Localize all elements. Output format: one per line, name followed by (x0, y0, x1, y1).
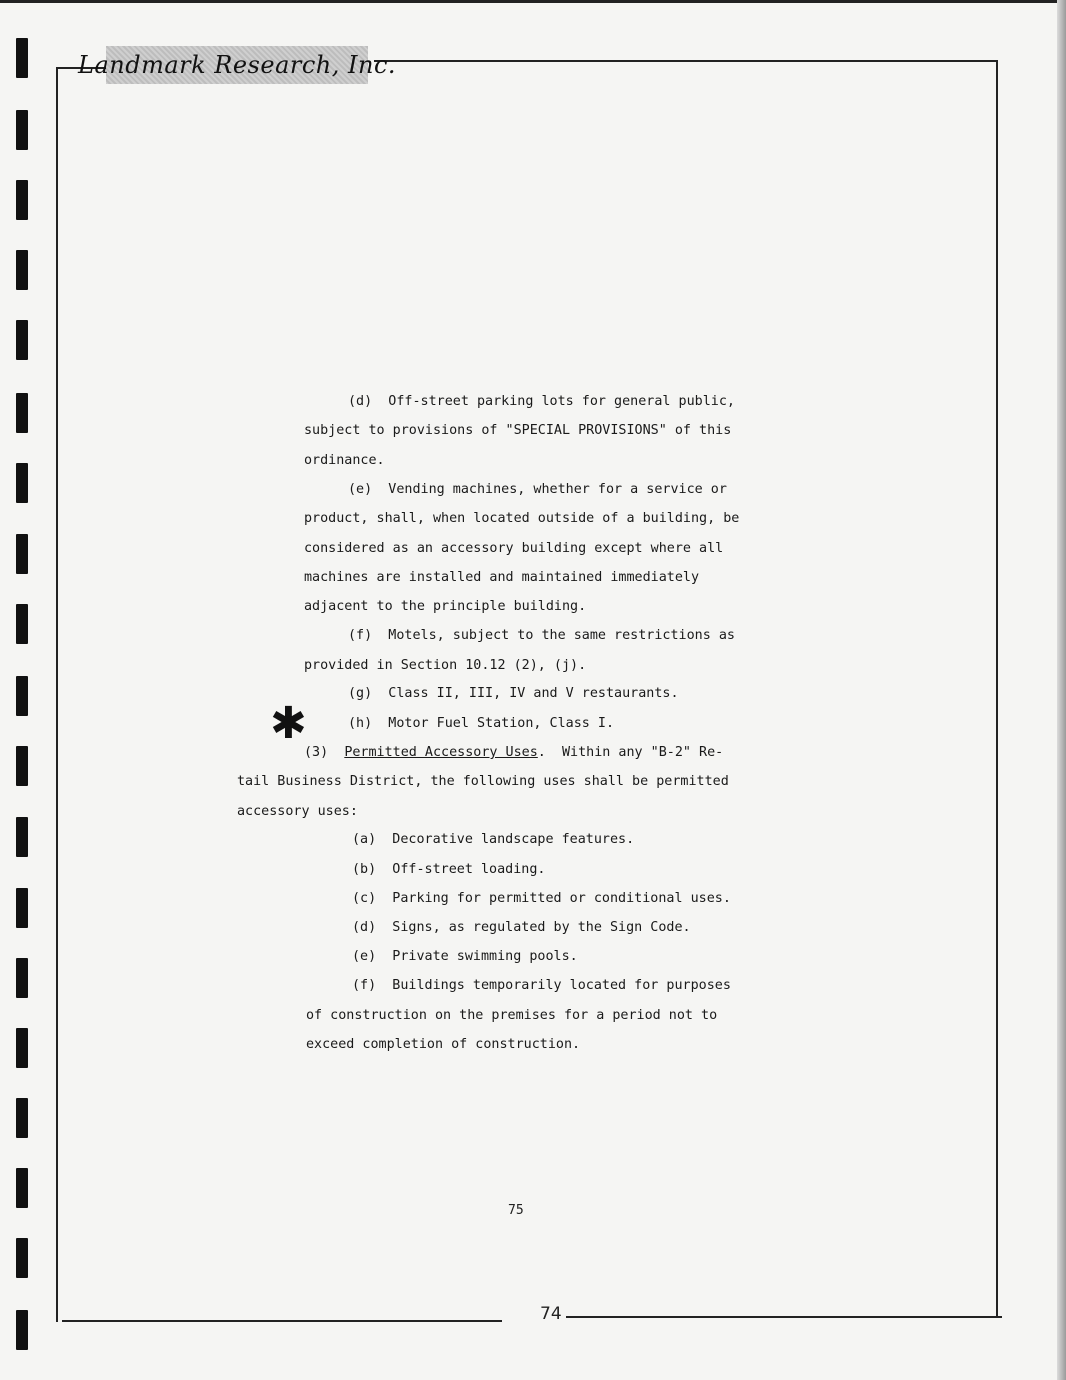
text-line: adjacent to the principle building. (304, 599, 587, 614)
section-number: (3) (304, 745, 345, 760)
text-line: considered as an accessory building except where all (304, 541, 724, 556)
frame-border-bottom-left (62, 1320, 502, 1322)
logo-text: Landmark Research, Inc. (78, 51, 397, 79)
letterhead-logo (78, 46, 397, 84)
text-line: of construction on the premises for a period not to (306, 1008, 718, 1023)
binder-mark (16, 1310, 28, 1350)
text-line: (h) Motor Fuel Station, Class I. (348, 716, 615, 731)
text-line: (f) Motels, subject to the same restrictions as (348, 628, 735, 643)
binder-mark (16, 38, 28, 78)
outer-page-number: 74 (540, 1304, 562, 1324)
binder-mark (16, 1028, 28, 1068)
text-line: tail Business District, the following uses shall be permitted (237, 774, 729, 789)
binder-mark (16, 1098, 28, 1138)
binder-mark (16, 746, 28, 786)
text-line: (e) Private swimming pools. (352, 949, 578, 964)
right-edge-shadow (1057, 0, 1066, 1380)
frame-border-top-right (374, 60, 998, 62)
frame-border-left (56, 67, 58, 1322)
binder-mark (16, 958, 28, 998)
top-edge (0, 0, 1066, 3)
text-line: product, shall, when located outside of a building, be (304, 511, 740, 526)
text-line: (f) Buildings temporarily located for purposes (352, 978, 731, 993)
text-line: (b) Off-street loading. (352, 862, 546, 877)
text-line: (d) Off-street parking lots for general public, (348, 394, 735, 409)
asterisk-mark: ✱ (270, 698, 307, 749)
binder-mark (16, 180, 28, 220)
binder-mark (16, 817, 28, 857)
binder-mark (16, 1238, 28, 1278)
text-line: (g) Class II, III, IV and V restaurants. (348, 686, 679, 701)
section-heading: Permitted Accessory Uses (344, 745, 538, 760)
text-line: (a) Decorative landscape features. (352, 832, 635, 847)
binder-mark (16, 250, 28, 290)
binder-mark (16, 110, 28, 150)
binder-mark (16, 534, 28, 574)
text-line: accessory uses: (237, 804, 358, 819)
text-line: provided in Section 10.12 (2), (j). (304, 658, 587, 673)
binder-mark (16, 676, 28, 716)
text-line: (d) Signs, as regulated by the Sign Code. (352, 920, 691, 935)
text-line: (e) Vending machines, whether for a service or (348, 482, 727, 497)
text-line: exceed completion of construction. (306, 1037, 581, 1052)
inner-page-number: 75 (508, 1203, 524, 1218)
binder-mark (16, 320, 28, 360)
text-line: subject to provisions of "SPECIAL PROVISIONS" of this (304, 423, 732, 438)
text-line: (c) Parking for permitted or conditional uses. (352, 891, 731, 906)
binder-mark (16, 888, 28, 928)
binder-mark (16, 393, 28, 433)
binder-mark (16, 1168, 28, 1208)
frame-border-bottom-right (566, 1316, 1002, 1318)
text-line: machines are installed and maintained immediately (304, 570, 700, 585)
text-line-heading (304, 745, 723, 761)
section-intro: . Within any "B-2" Re- (537, 745, 724, 760)
frame-border-right (996, 60, 998, 1318)
text-line: ordinance. (304, 453, 385, 468)
binder-mark (16, 463, 28, 503)
binder-mark (16, 604, 28, 644)
